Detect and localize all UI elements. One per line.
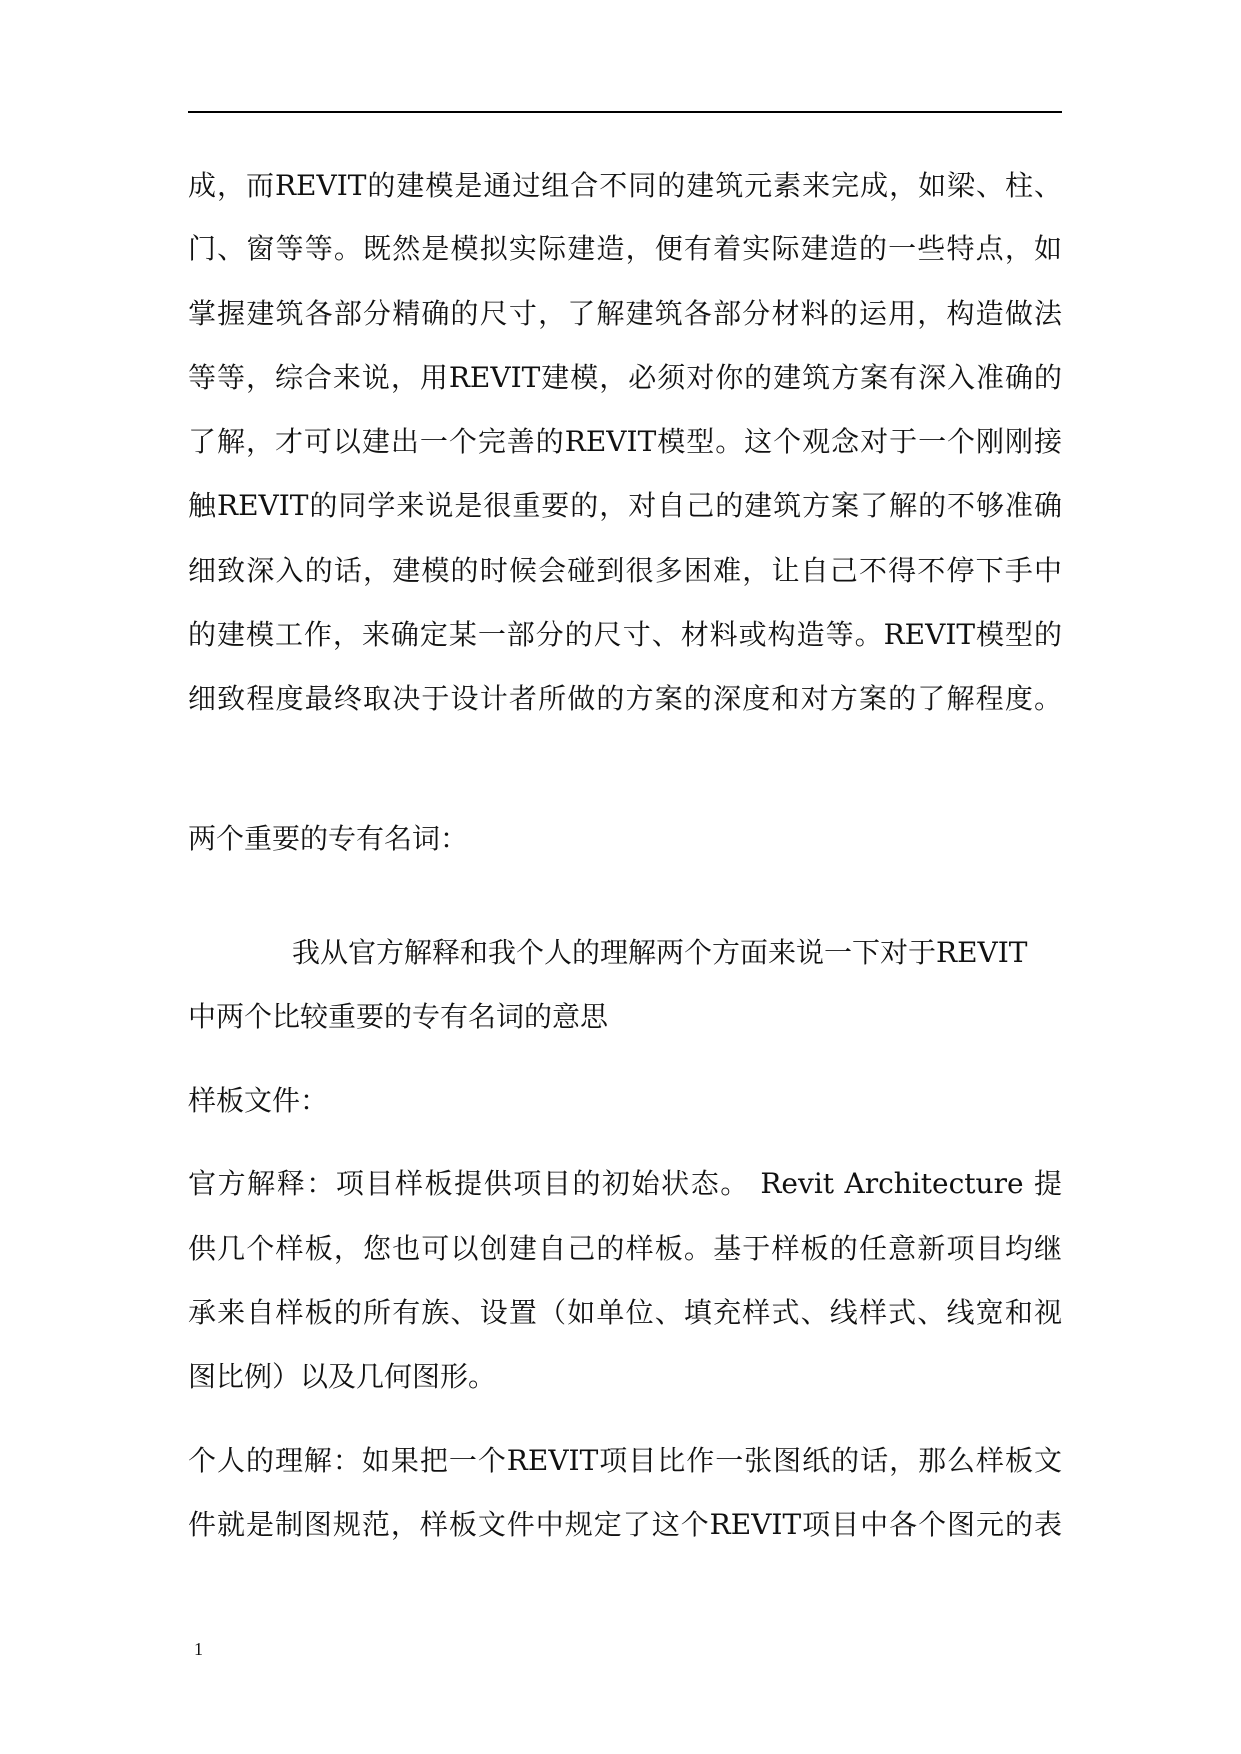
term-heading: 样板文件：	[188, 1084, 329, 1117]
intro-line: 中两个比较重要的专有名词的意思	[188, 1000, 609, 1033]
paragraph-line: 触REVIT的同学来说是很重要的，对自己的建筑方案了解的不够准确	[188, 489, 1062, 522]
header-rule	[188, 111, 1062, 113]
paragraph-line: 等等，综合来说，用REVIT建模，必须对你的建筑方案有深入准确的	[188, 361, 1062, 394]
personal-line: 个人的理解：如果把一个REVIT项目比作一张图纸的话，那么样板文	[188, 1444, 1062, 1477]
paragraph-line: 成，而REVIT的建模是通过组合不同的建筑元素来完成，如梁、柱、	[188, 169, 1062, 202]
official-line: 官方解释：项目样板提供项目的初始状态。 Revit Architecture 提	[188, 1167, 1062, 1200]
paragraph-line: 掌握建筑各部分精确的尺寸，了解建筑各部分材料的运用，构造做法	[188, 297, 1062, 330]
intro-line: 我从官方解释和我个人的理解两个方面来说一下对于REVIT	[292, 936, 1028, 969]
paragraph-line: 的建模工作，来确定某一部分的尺寸、材料或构造等。REVIT模型的	[188, 618, 1062, 651]
paragraph-line: 细致深入的话，建模的时候会碰到很多困难，让自己不得不停下手中	[188, 554, 1062, 587]
official-line: 供几个样板，您也可以创建自己的样板。基于样板的任意新项目均继	[188, 1232, 1062, 1265]
official-line: 图比例）以及几何图形。	[188, 1360, 497, 1393]
personal-line: 件就是制图规范，样板文件中规定了这个REVIT项目中各个图元的表	[188, 1508, 1062, 1541]
paragraph-line: 门、窗等等。既然是模拟实际建造，便有着实际建造的一些特点，如	[188, 232, 1062, 265]
page-number: 1	[194, 1639, 203, 1659]
section-heading: 两个重要的专有名词：	[188, 822, 469, 855]
paragraph-line: 细致程度最终取决于设计者所做的方案的深度和对方案的了解程度。	[188, 682, 1062, 715]
paragraph-line: 了解，才可以建出一个完善的REVIT模型。这个观念对于一个刚刚接	[188, 425, 1062, 458]
official-line: 承来自样板的所有族、设置（如单位、填充样式、线样式、线宽和视	[188, 1296, 1062, 1329]
